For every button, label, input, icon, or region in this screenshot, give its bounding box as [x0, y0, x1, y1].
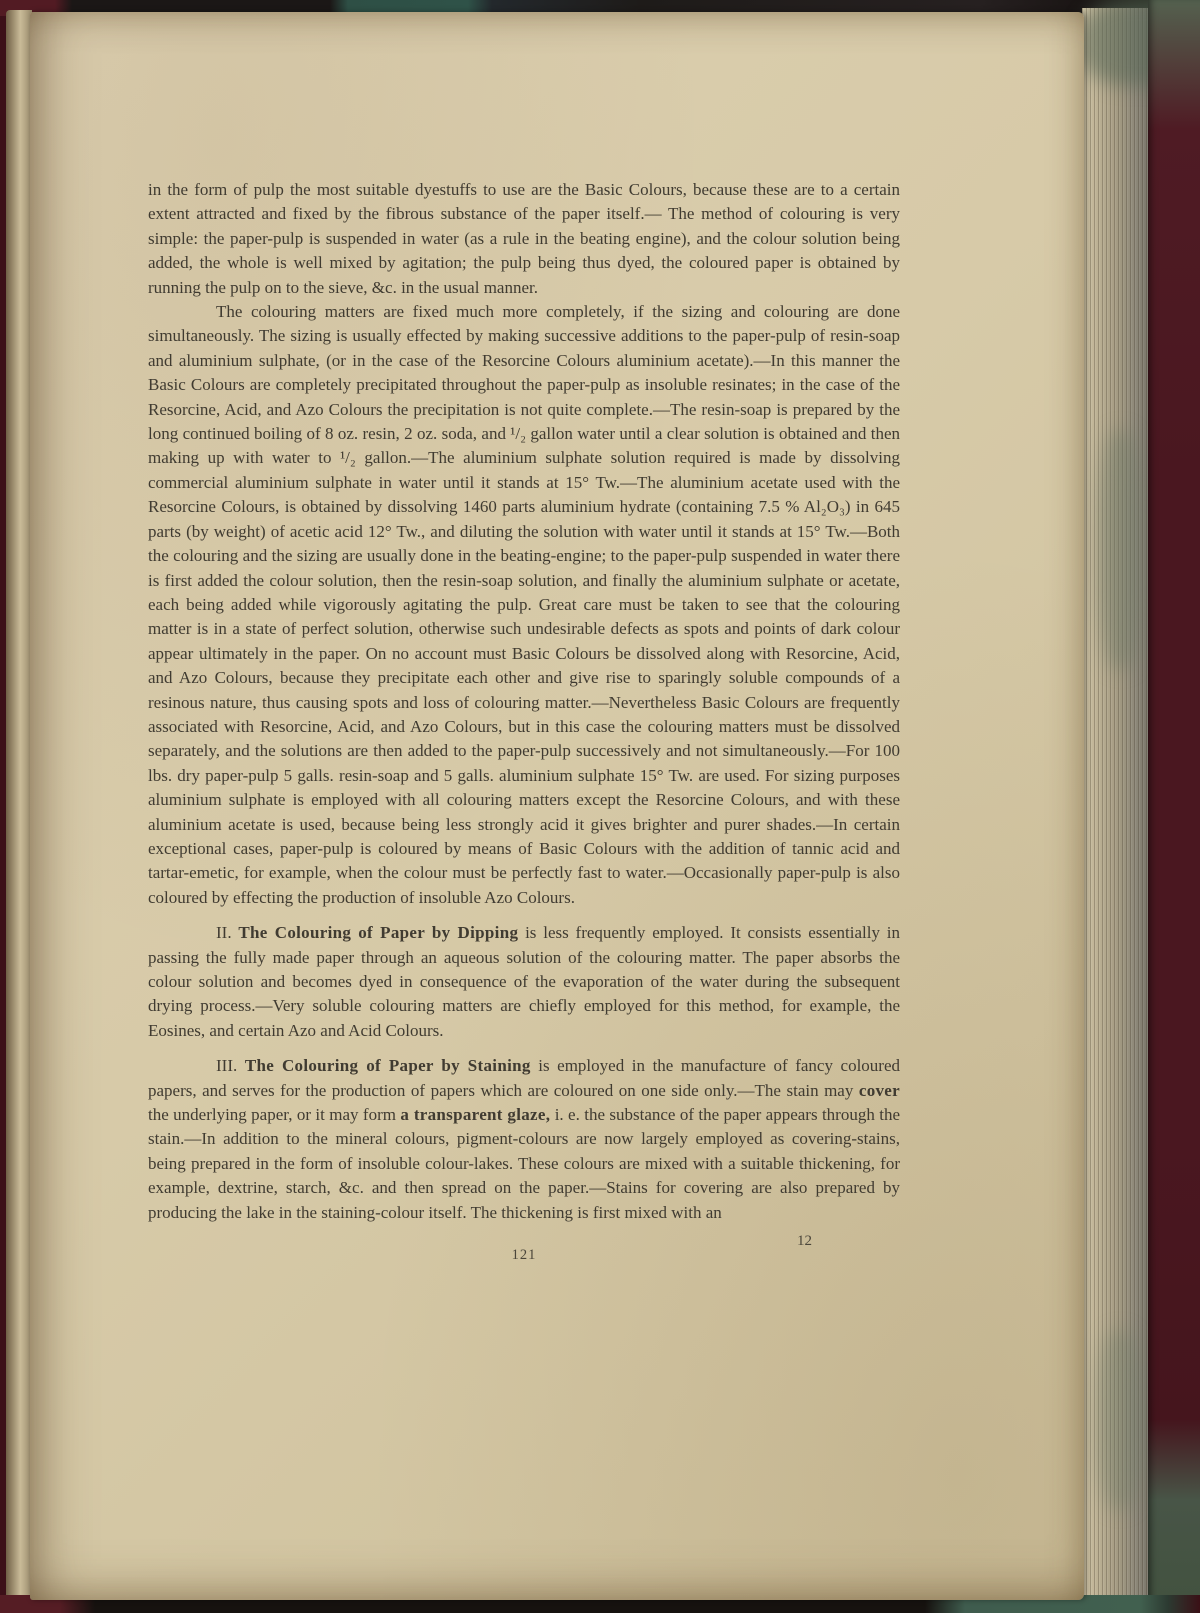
paragraph-pulp-colouring [148, 178, 900, 300]
page-number: 121 [511, 1247, 537, 1264]
book-cover-right [1148, 0, 1200, 1613]
section-numeral: III. [216, 1056, 245, 1076]
text-segment: is less frequently employed. It consists essentially in passing the fully made paper through an aqueous solution of the colouring matter. The paper absorbs the colour solution and becomes dyed in consequence of the evaporation of the water during the subsequent drying process.—Very soluble colouring matters are chiefly employed for this method, for example, the Eosines, and certain Azo and Acid Colours. [148, 923, 900, 1040]
section-numeral: II. [216, 923, 239, 943]
section-heading-staining: The Colouring of Paper by Staining [244, 1056, 531, 1076]
emphasis-cover: cover [858, 1080, 900, 1100]
book-page [30, 12, 1084, 1600]
left-page-edge [6, 10, 32, 1602]
page-text-block [148, 178, 900, 1279]
text-segment: the underlying paper, or it may form [148, 1105, 401, 1125]
paragraph-colouring-by-dipping [148, 921, 900, 1043]
page-footer [148, 1233, 900, 1279]
fore-edge-stain [1098, 430, 1144, 670]
fore-edge-stain [1096, 1330, 1144, 1510]
emphasis-transparent-glaze: a transparent glaze, [400, 1105, 551, 1125]
signature-mark: 12 [797, 1233, 812, 1250]
paragraph-sizing-and-colouring [148, 300, 900, 910]
text-segment: in the form of pulp the most suitable dyestuffs to use are the Basic Colours, because these are to a certain extent attracted and fixed by the fibrous substance of the paper itself.— The method of colouring is very simple: the paper-pulp is suspended in water (as a rule in the beating engine), and the colour solution being added, the whole is well mixed by agitation; the pulp being thus dyed, the coloured paper is obtained by running the pulp on to the sieve, &c. in the usual manner. [148, 180, 900, 297]
section-heading-dipping: The Colouring of Paper by Dipping [238, 923, 519, 943]
text-segment: The colouring matters are fixed much more completely, if the sizing and colouring are done simultaneously. The sizing is usually effected by making successive additions to the paper-pulp of resin-soap and aluminium sulphate, (or in the case of the Resorcine Colours aluminium acetate).—In this manner the Basic Colours are completely precipitated throughout the paper-pulp as insoluble resinates; in the case of the Resorcine, Acid, and Azo Colours the precipitation is not quite complete.—The resin-soap is prepared by the long continued boiling of 8 oz. resin, 2 oz. soda, and ¹/₂ gallon water until a clear solution is obtained and then making up with water to ¹/₂ gallon.—The aluminium sulphate solution required is made by dissolving commercial aluminium sulphate in water until it stands at 15° Tw.—The aluminium acetate used with the Resorcine Colours, is obtained by dissolving 1460 parts aluminium hydrate (containing 7.5 % Al₂O₃) in 645 parts (by weight) of acetic acid 12° Tw., and diluting the solution with water until it stands at 15° Tw.—Both the colouring and the sizing are usually done in the beating-engine; to the paper-pulp suspended in water there is first added the colour solution, then the resin-soap solution, and finally the aluminium sulphate or acetate, each being added while vigorously agitating the pulp. Great care must be taken to see that the colouring matter is in a state of perfect solution, otherwise such undesirable defects as spots and points of dark colour appear ultimately in the paper. On no account must Basic Colours be dissolved along with Resorcine, Acid, and Azo Colours, because they precipitate each other and give rise to sparingly soluble compounds of a resinous nature, thus causing spots and loss of colouring matter.—Nevertheless Basic Colours are frequently associated with Resorcine, Acid, and Azo Colours, but in this case the colouring matters must be dissolved separately, and the solutions are then added to the paper-pulp successively and not simultaneously.—For 100 lbs. dry paper-pulp 5 galls. resin-soap and 5 galls. aluminium sulphate 15° Tw. are used. For sizing purposes aluminium sulphate is employed with all colouring matters except the Resorcine Colours, and with these aluminium acetate is used, because being less strongly acid it gives brighter and purer shades.—In certain exceptional cases, paper-pulp is coloured by means of Basic Colours with the addition of tannic acid and tartar-emetic, for example, when the colour must be perfectly fast to water.—Occasionally paper-pulp is also coloured by effecting the production of insoluble Azo Colours. [148, 302, 900, 907]
text-segment: is employed in the manufacture of fancy coloured papers, and serves for the production of papers which are coloured on one side only.—The stain may [148, 1056, 900, 1100]
text-segment: i. e. the substance of the paper appears through the stain.—In addition to the mineral colours, pigment-colours are now largely employed as covering-stains, being prepared in the form of insoluble colour-lakes. These colours are mixed with a suitable thickening, for example, dextrine, starch, &c. and then spread on the paper.—Stains for covering are also prepared by producing the lake in the staining-colour itself. The thickening is first mixed with an [148, 1105, 900, 1222]
paragraph-colouring-by-staining [148, 1054, 900, 1225]
